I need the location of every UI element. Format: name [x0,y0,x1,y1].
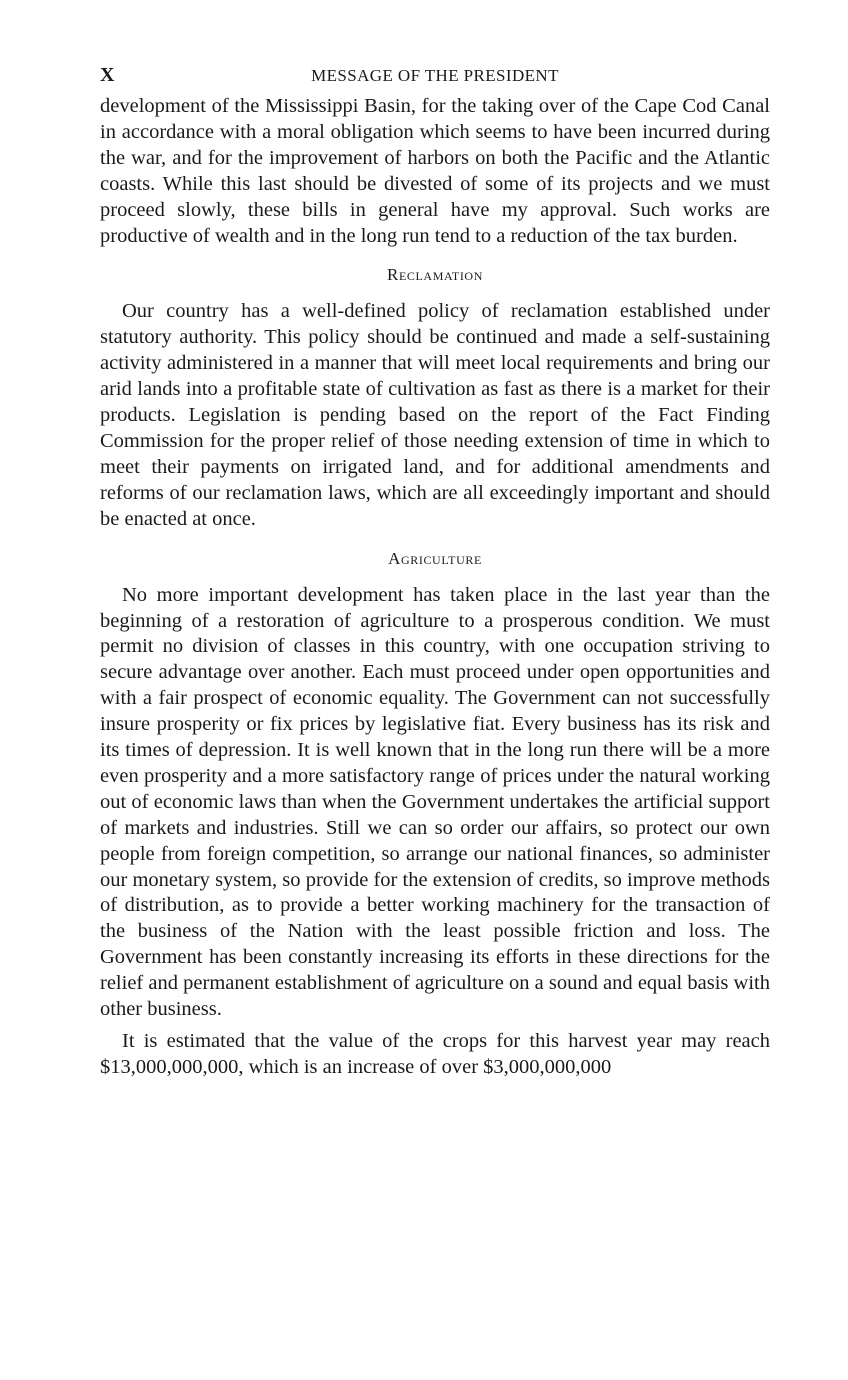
paragraph-continued: development of the Mississippi Basin, for the taking over of the Cape Cod Canal in accordance with a moral obligation which seems to have been incurred during the war, and for the improvement of harbors on both the Pacific and the Atlantic coasts. While this last should be divested of some of its projects and we must proceed slowly, these bills in general have my approval. Such works are productive of wealth and in the long run tend to a reduction of the tax burden. [100,95,770,247]
paragraph-crops-estimate: It is estimated that the value of the crops for this harvest year may reach $13,000,000,000, which is an increase of over $3,000,000,000 [100,1030,770,1078]
paragraph-agriculture: No more important development has taken place in the last year than the beginning of a restoration of agriculture to a prosperous condition. We must permit no division of classes in this country, with one occupation striving to secure advantage over another. Each must proceed under open opportunities and with a fair prospect of economic equality. The Government can not successfully insure prosperity or fix prices by legislative fiat. Every business has its risk and its times of depression. It is well known that in the long run there will be a more even prosperity and a more satisfactory range of prices under the natural working out of economic laws than when the Government undertakes the artificial support of markets and industries. Still we can so order our affairs, so protect our own people from foreign competition, so arrange our national finances, so administer our monetary system, so provide for the extension of credits, so improve methods of distribution, as to provide a better working machinery for the transaction of the business of the Nation with the least possible friction and loss. The Government has been constantly increasing its efforts in these directions for the relief and permanent establishment of agriculture on a sound and equal basis with other business. [100,583,770,1021]
paragraph-reclamation: Our country has a well-defined policy of reclamation established under statutory authority. This policy should be continued and made a self-sustaining activity administered in a manner that will meet local requirements and bring our arid lands into a profitable state of cultivation as fast as there is a market for their products. Legislation is pending based on the report of the Fact Finding Commission for the proper relief of those needing extension of time in which to meet their payments on irrigated land, and for additional amendments and reforms of our reclamation laws, which are all exceedingly important and should be enacted at once. [100,300,770,530]
running-title: MESSAGE OF THE PRESIDENT [311,66,559,85]
section-heading-reclamation: Reclamation [387,265,483,285]
page-number: X [100,64,115,86]
document-page [100,64,770,1081]
section-heading-agriculture: Agriculture [388,548,482,568]
running-header [100,64,770,94]
